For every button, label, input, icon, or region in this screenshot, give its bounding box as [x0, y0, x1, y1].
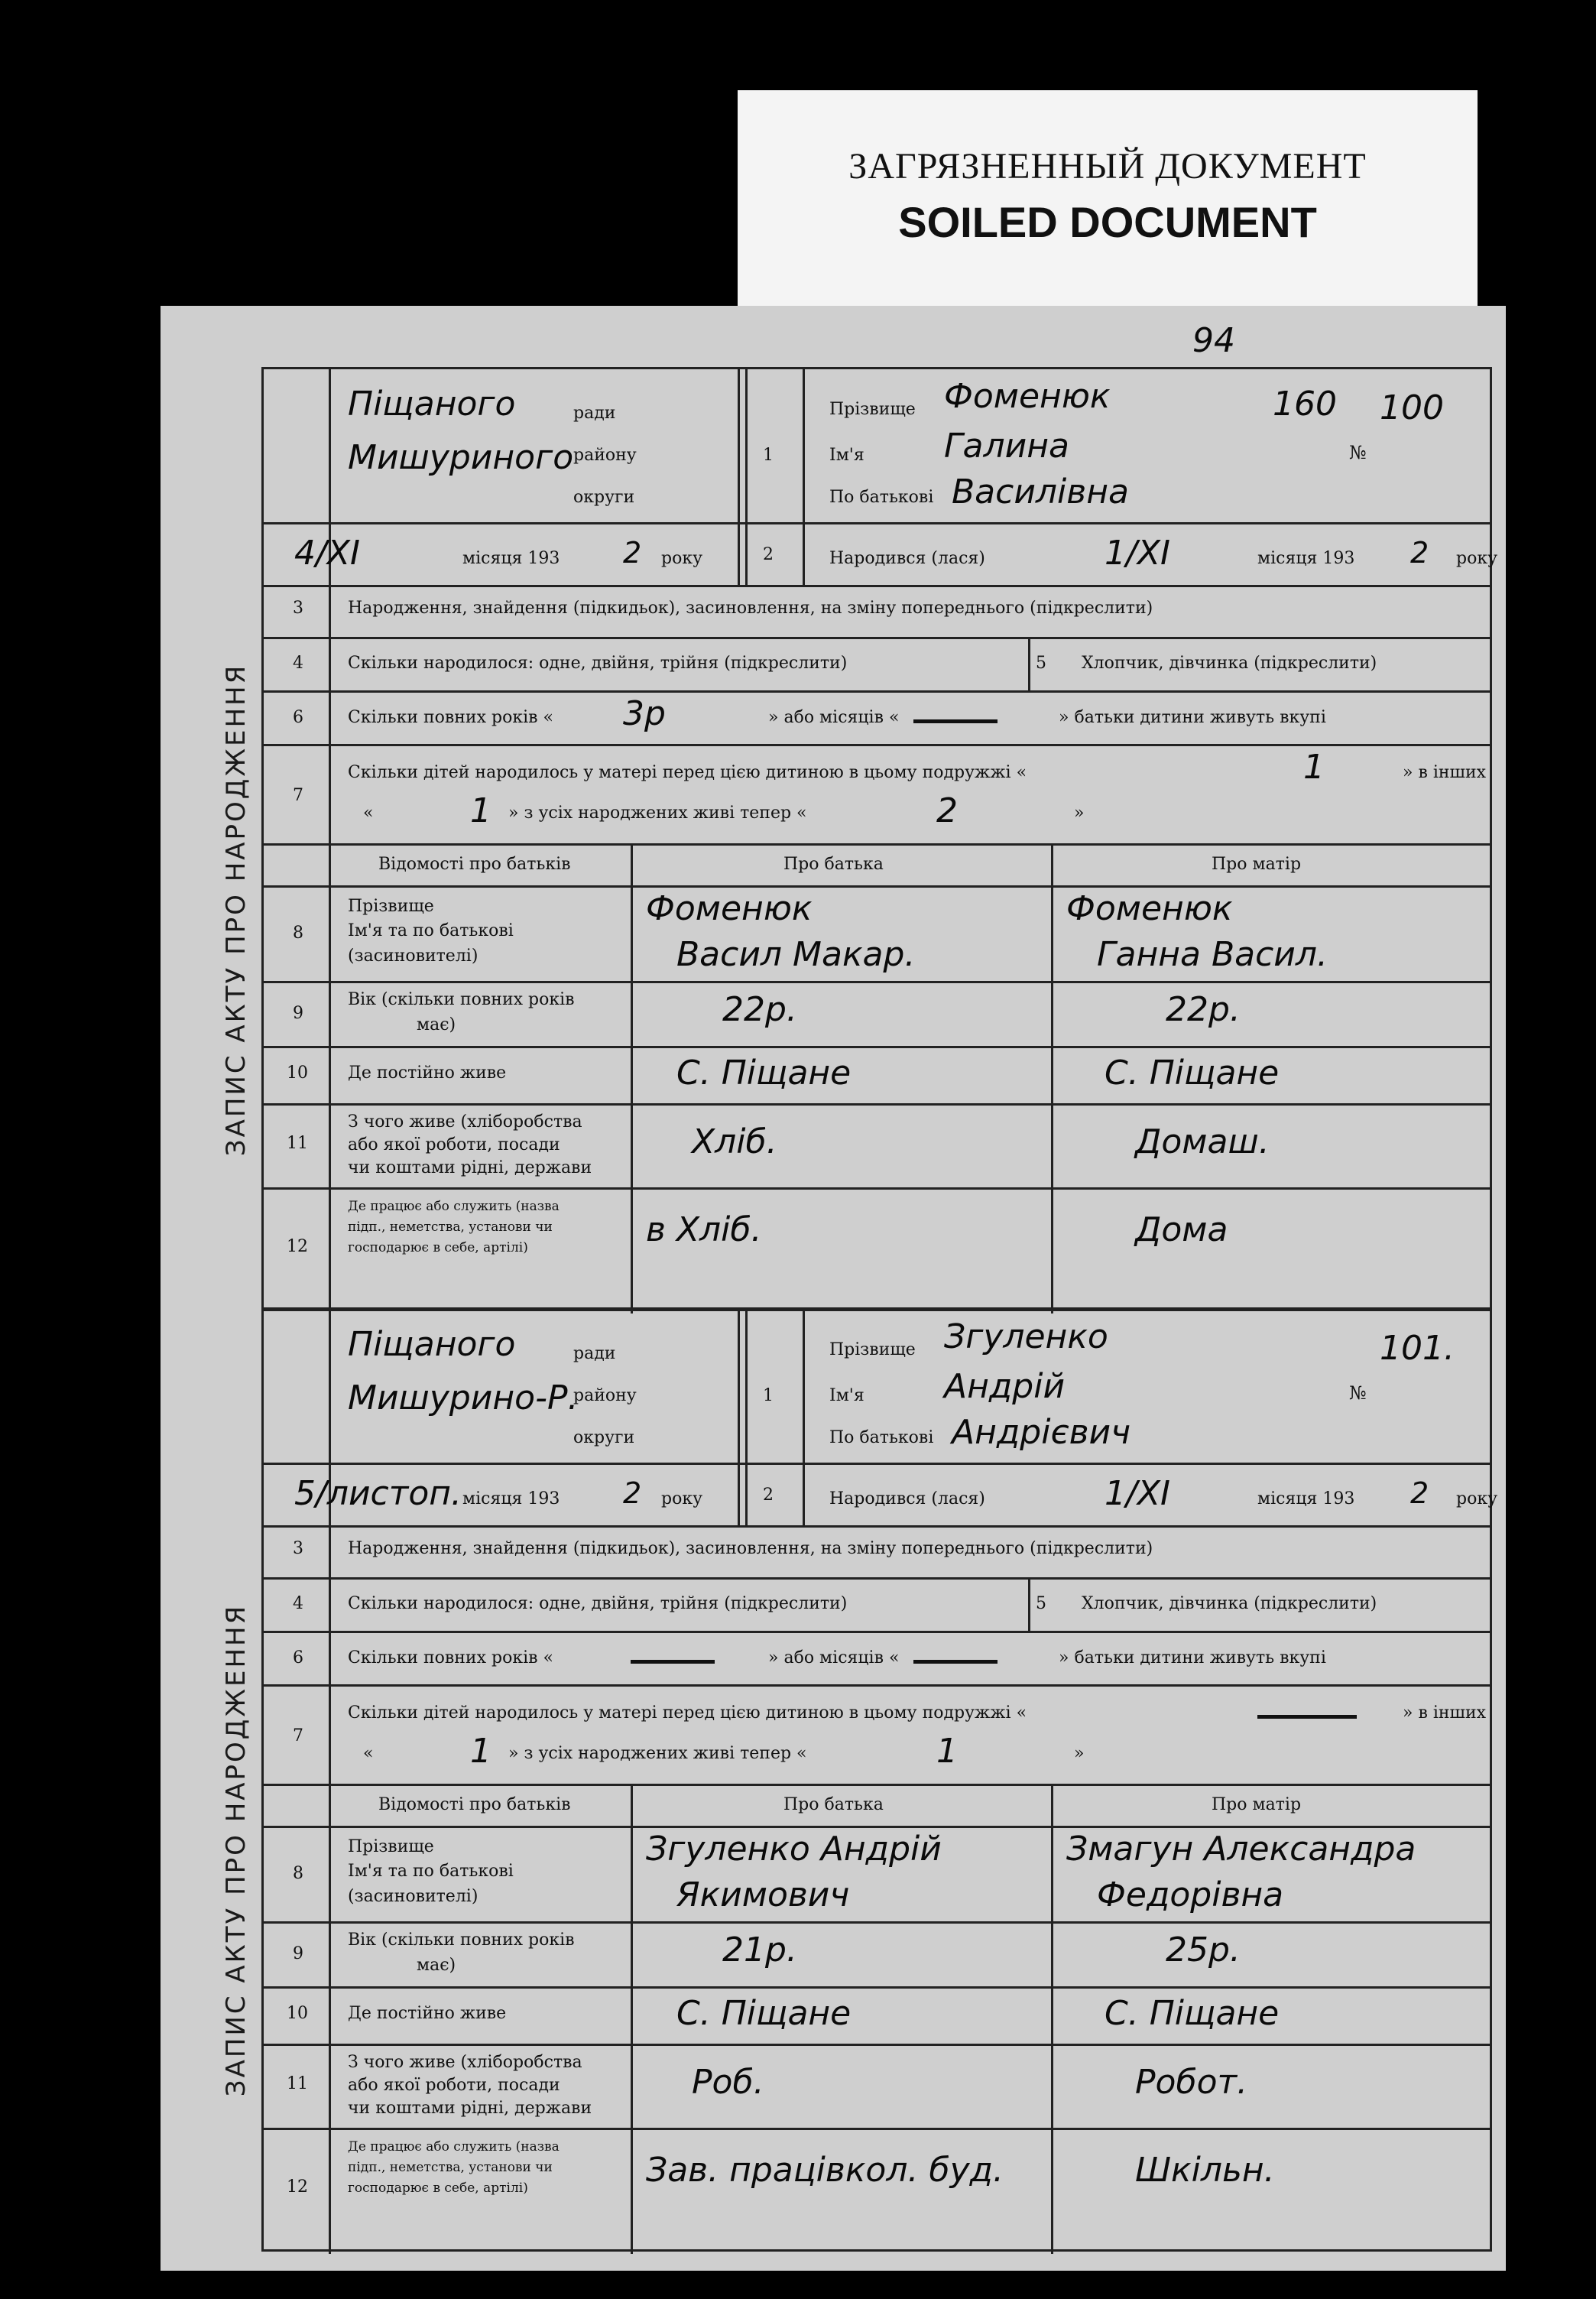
prev-children-hw-text: 1 — [1303, 748, 1325, 787]
r8b-text: Ім'я та по батькові — [348, 1862, 514, 1881]
record-no-label: № — [1349, 1382, 1367, 1404]
mother-header: Про матір — [1212, 1795, 1302, 1814]
other-hw-text: 1 — [470, 791, 491, 830]
father-header: Про батька — [783, 855, 884, 874]
row7-c-text: « — [363, 804, 374, 823]
born-label: Народився (лася) — [829, 1489, 985, 1508]
row6-c-text: » батьки дитини живуть вкупі — [1059, 1648, 1326, 1667]
r12b-text: підп., неметства, установи чи — [348, 1219, 553, 1235]
father-surname-handwritten: Фоменюк — [646, 889, 813, 928]
mother-name-handwritten: Ганна Васил. — [1097, 935, 1328, 974]
mother-name-handwritten: Федорівна — [1097, 1875, 1284, 1914]
father-work-hw-text: Зав. працівкол. буд. — [646, 2151, 1004, 2190]
row6-a-text: Скільки повних років « — [348, 708, 553, 727]
record-frame — [261, 367, 1498, 1311]
r12a-text: Де працює або служить (назва — [348, 2139, 560, 2155]
birth-date-handwritten: 1/XI — [1105, 1474, 1170, 1513]
n11-text: 11 — [287, 1134, 308, 1153]
row7-e-text: » — [1074, 804, 1085, 823]
n5-text: 5 — [1036, 1594, 1046, 1613]
name-label: Ім'я — [829, 446, 864, 465]
reg-month-label: місяця 193 — [462, 549, 560, 568]
raion-label: району — [573, 1386, 637, 1405]
row6-c-text: » батьки дитини живуть вкупі — [1059, 708, 1326, 727]
n1-text: 1 — [763, 446, 774, 465]
child-surname-handwritten: Фоменюк — [944, 377, 1111, 416]
n1-text: 1 — [763, 1386, 774, 1405]
prev-children-dash — [1257, 1715, 1357, 1719]
mother-job-hw-text: Робот. — [1135, 2063, 1248, 2102]
n10-text: 10 — [287, 1063, 308, 1083]
n5-text: 5 — [1036, 654, 1046, 673]
row5-text: Хлопчик, дівчинка (підкреслити) — [1082, 654, 1377, 673]
stamp-ru-text: ЗАГРЯЗНЕННЫЙ ДОКУМЕНТ — [848, 146, 1367, 187]
roku-label: року — [661, 549, 703, 568]
side-title — [209, 1491, 263, 2210]
patronymic-label: По батькові — [829, 488, 934, 507]
reg-year-hw-text: 2 — [623, 536, 642, 570]
other-hw-text: 1 — [470, 1732, 491, 1771]
soiled-document-stamp — [738, 90, 1478, 321]
birth-month-label: місяця 193 — [1257, 1489, 1355, 1508]
reg-date-handwritten: 5/листоп. — [294, 1474, 462, 1513]
mother-work-hw-text: Дома — [1135, 1210, 1228, 1249]
r8c-text: (засиновителі) — [348, 1887, 478, 1906]
stamp-en-text: SOILED DOCUMENT — [898, 198, 1317, 246]
n12-text: 12 — [287, 1237, 308, 1256]
raion-label: району — [573, 446, 637, 465]
r8-text: Прізвище — [348, 1837, 434, 1856]
name-label: Ім'я — [829, 1386, 864, 1405]
record-number-handwritten: 100 — [1380, 388, 1444, 427]
raion-handwritten: Мишурино-Р. — [348, 1378, 579, 1417]
side-title-text: ЗАПИС АКТУ ПРО НАРОДЖЕННЯ — [221, 663, 251, 1157]
birth-date-handwritten: 1/XI — [1105, 534, 1170, 573]
birth-record — [216, 367, 1500, 1319]
mother-surname-handwritten: Змагун Александра — [1066, 1830, 1416, 1869]
r9a-text: Вік (скільки повних років — [348, 990, 575, 1009]
n2-text: 2 — [763, 1486, 774, 1505]
extra-number-handwritten: 160 — [1273, 385, 1337, 424]
r9b-text: має) — [417, 1015, 456, 1034]
father-age-hw-text: 22р. — [722, 990, 797, 1029]
n10-text: 10 — [287, 2004, 308, 2023]
father-live-hw-text: С. Піщане — [676, 1994, 852, 2033]
r8-text: Прізвище — [348, 897, 434, 916]
r11a-text: З чого живе (хліборобства — [348, 2053, 582, 2072]
side-title-text: ЗАПИС АКТУ ПРО НАРОДЖЕННЯ — [221, 1603, 251, 2097]
mother-work-hw-text: Шкільн. — [1135, 2151, 1275, 2190]
raion-handwritten: Мишуриного — [348, 438, 574, 477]
r9b-text: має) — [417, 1956, 456, 1975]
rada-label: ради — [573, 404, 616, 423]
row7-d-text: » з усіх народжених живі тепер « — [508, 1744, 807, 1763]
row6-b-text: » або місяців « — [768, 1648, 900, 1667]
roku-text: року — [1456, 1489, 1498, 1508]
n6-text: 6 — [293, 708, 303, 727]
father-header: Про батька — [783, 1795, 884, 1814]
row7-a-text: Скільки дітей народилось у матері перед цією дитиною в цьому подружжі « — [348, 763, 1027, 782]
parents-info-header: Відомості про батьків — [378, 1795, 571, 1814]
r9a-text: Вік (скільки повних років — [348, 1930, 575, 1950]
row3-text: Народження, знайдення (підкидьок), засиновлення, на зміну попереднього (підкреслити) — [348, 599, 1153, 618]
mother-job-hw-text: Домаш. — [1135, 1122, 1270, 1161]
father-age-hw-text: 21р. — [722, 1930, 797, 1969]
r11a-text: З чого живе (хліборобства — [348, 1112, 582, 1132]
roku-label: року — [661, 1489, 703, 1508]
n12-text: 12 — [287, 2177, 308, 2197]
mother-live-hw-text: С. Піщане — [1105, 1994, 1280, 2033]
parents-info-header: Відомості про батьків — [378, 855, 571, 874]
n9-text: 9 — [293, 1944, 303, 1963]
r8c-text: (засиновителі) — [348, 947, 478, 966]
row7-a-text: Скільки дітей народилось у матері перед цією дитиною в цьому подружжі « — [348, 1703, 1027, 1723]
n2-text: 2 — [763, 545, 774, 564]
months-dash — [913, 719, 998, 723]
mother-live-hw-text: С. Піщане — [1105, 1054, 1280, 1093]
reg-month-label: місяця 193 — [462, 1489, 560, 1508]
years-dash — [631, 1660, 715, 1664]
row4-text: Скільки народилося: одне, двійня, трійня (підкреслити) — [348, 1594, 848, 1613]
r12a-text: Де працює або служить (назва — [348, 1199, 560, 1214]
row5-text: Хлопчик, дівчинка (підкреслити) — [1082, 1594, 1377, 1613]
n11-text: 11 — [287, 2074, 308, 2093]
born-label: Народився (лася) — [829, 549, 985, 568]
r8b-text: Ім'я та по батькові — [348, 921, 514, 940]
father-job-hw-text: Роб. — [692, 2063, 764, 2102]
register-sheet — [161, 306, 1506, 2271]
patronymic-label: По батькові — [829, 1428, 934, 1447]
rada-label: ради — [573, 1344, 616, 1363]
father-name-handwritten: Якимович — [676, 1875, 850, 1914]
record-frame — [261, 1307, 1498, 2252]
mother-age-hw-text: 25р. — [1166, 1930, 1241, 1969]
r11c-text: чи коштами рідні, держави — [348, 1158, 592, 1177]
years-hw-text: 3р — [623, 694, 666, 733]
mother-header: Про матір — [1212, 855, 1302, 874]
child-surname-handwritten: Згуленко — [944, 1317, 1108, 1356]
row6-b-text: » або місяців « — [768, 708, 900, 727]
child-name-handwritten: Андрій — [944, 1367, 1066, 1406]
mother-age-hw-text: 22р. — [1166, 990, 1241, 1029]
father-work-hw-text: в Хліб. — [646, 1210, 762, 1249]
father-surname-handwritten: Згуленко Андрій — [646, 1830, 942, 1869]
child-patronymic-handwritten: Василівна — [952, 472, 1129, 511]
okrug-label: округи — [573, 488, 635, 507]
row4-text: Скільки народилося: одне, двійня, трійня (підкреслити) — [348, 654, 848, 673]
okrug-label: округи — [573, 1428, 635, 1447]
birth-record — [216, 1307, 1500, 2259]
n6-text: 6 — [293, 1648, 303, 1667]
months-dash — [913, 1660, 998, 1664]
n9-text: 9 — [293, 1004, 303, 1023]
rada-handwritten: Піщаного — [348, 1325, 516, 1364]
reg-year-hw-text: 2 — [623, 1476, 642, 1510]
record-no-label: № — [1349, 442, 1367, 463]
child-name-handwritten: Галина — [944, 427, 1069, 466]
n3-text: 3 — [293, 599, 303, 618]
father-name-handwritten: Васил Макар. — [676, 935, 916, 974]
father-job-hw-text: Хліб. — [692, 1122, 777, 1161]
rada-handwritten: Піщаного — [348, 385, 516, 424]
page-number: 94 — [1192, 321, 1235, 360]
record-number-handwritten: 101. — [1380, 1329, 1455, 1368]
n4-text: 4 — [293, 654, 303, 673]
r10-text: Де постійно живе — [348, 1063, 507, 1083]
r12c-text: господарює в себе, артілі) — [348, 2180, 528, 2196]
n8-text: 8 — [293, 1864, 303, 1883]
mother-surname-handwritten: Фоменюк — [1066, 889, 1233, 928]
child-patronymic-handwritten: Андрієвич — [952, 1413, 1131, 1452]
row7-e-text: » — [1074, 1744, 1085, 1763]
r11c-text: чи коштами рідні, держави — [348, 2099, 592, 2118]
r10-text: Де постійно живе — [348, 2004, 507, 2023]
r12c-text: господарює в себе, артілі) — [348, 1240, 528, 1255]
n7-text: 7 — [293, 786, 303, 805]
alive-hw-text: 1 — [936, 1732, 958, 1771]
birth-year-hw-text: 2 — [1410, 1476, 1429, 1510]
father-live-hw-text: С. Піщане — [676, 1054, 852, 1093]
n4-text: 4 — [293, 1594, 303, 1613]
alive-hw-text: 2 — [936, 791, 958, 830]
row3-text: Народження, знайдення (підкидьок), засиновлення, на зміну попереднього (підкреслити) — [348, 1539, 1153, 1558]
birth-month-label: місяця 193 — [1257, 549, 1355, 568]
r11b-text: або якої роботи, посади — [348, 2076, 560, 2095]
row6-a-text: Скільки повних років « — [348, 1648, 553, 1667]
n3-text: 3 — [293, 1539, 303, 1558]
birth-year-hw-text: 2 — [1410, 536, 1429, 570]
row7-b-text: » в інших — [1403, 1703, 1487, 1723]
r12b-text: підп., неметства, установи чи — [348, 2160, 553, 2175]
surname-label: Прізвище — [829, 400, 916, 419]
r11b-text: або якої роботи, посади — [348, 1135, 560, 1154]
roku-text: року — [1456, 549, 1498, 568]
surname-label: Прізвище — [829, 1340, 916, 1359]
reg-date-handwritten: 4/XI — [294, 534, 360, 573]
row7-c-text: « — [363, 1744, 374, 1763]
n8-text: 8 — [293, 924, 303, 943]
side-title — [209, 550, 263, 1269]
n7-text: 7 — [293, 1726, 303, 1745]
row7-b-text: » в інших — [1403, 763, 1487, 782]
row7-d-text: » з усіх народжених живі тепер « — [508, 804, 807, 823]
